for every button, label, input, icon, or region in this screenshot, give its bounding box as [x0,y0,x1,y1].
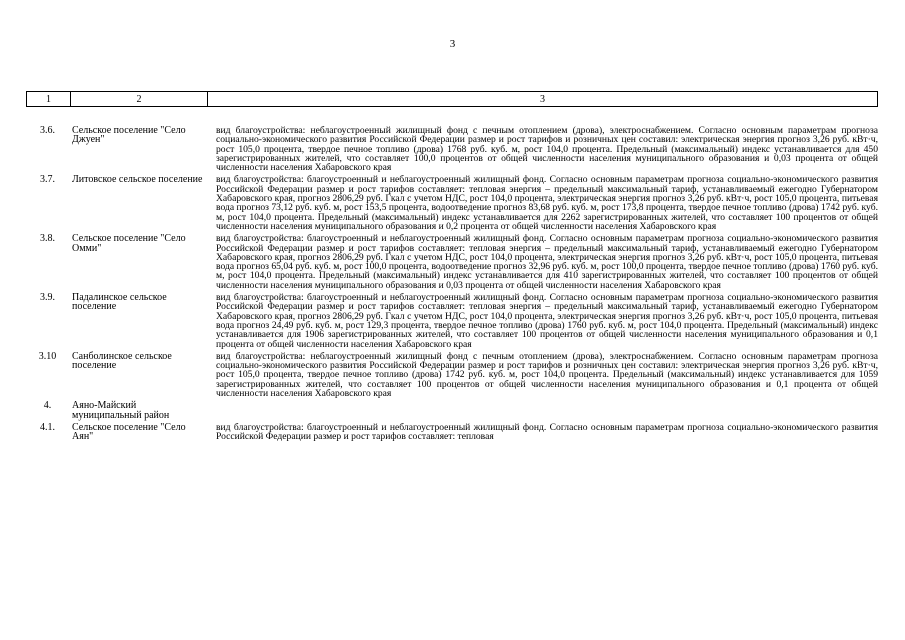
row-number: 4.1. [40,421,55,433]
settlement-name: Сельское поселение "Село Джуен" [72,125,186,146]
row-number: 3.7. [40,174,55,186]
table-body [26,126,878,445]
table-row [26,423,878,442]
row-description: вид благоустройства: благоустроенный и неблагоустроенный жилищный фонд. Согласно основным параметрам прогноза социально-экономического развития Российской Федерации размер и рост тарифов составляет: тепловая энергия – предельный максимальный тариф, устанавливаемый ежегодно Губернатором Хабаровского края, прогноз 2806,29 руб. Гкал с учетом НДС, рост 104,0 процента, электрическая энергия прогноз 3,26 руб. кВт·ч, рост 105,0 процента, питьевая вода прогноз 24,49 руб. куб. м, рост 129,3 процента, твердое печное топливо (дрова) 1760 руб. куб. м, рост 104,0 процента. Предельный (максимальный) индекс устанавливается для 1906 зарегистрированных жителей, что составляет 100 процентов от общей численности населения муниципального образования и 0,1 процента от общей численности населения Хабаровского края [216,292,878,350]
settlement-name: Сельское поселение "Село Аян" [72,421,186,443]
row-number: 3.8. [40,233,55,245]
table-row [26,352,878,398]
settlement-name: Сельское поселение "Село Омми" [72,233,186,254]
table-row [26,293,878,349]
table-header [26,91,878,107]
row-number: 3.9. [40,292,55,304]
table-row [26,126,878,172]
table-row [26,175,878,231]
district-name: Аяно-Майский муниципальный район [72,400,170,421]
row-number: 4. [43,400,52,412]
settlement-name: Санболинское сельское поселение [72,350,172,372]
row-number: 3.10 [38,350,57,362]
row-description: вид благоустройства: неблагоустроенный жилищный фонд с печным отоплением (дрова), электроснабжением. Согласно основным параметрам прогноза социально-экономического развития Российской Федерации размер и рост тарифов и розничных цен составил: электрическая энергия прогноз 3,26 руб. кВт·ч, рост 105,0 процента, твердое печное топливо (дрова) 1768 руб. куб. м, рост 104,0 процента. Предельный (максимальный) индекс устанавливается для 450 зарегистрированных жителей, что составляет 100,0 процентов от общей численности населения муниципального образования и 0,03 процента от общей численности населения Хабаровского края [216,125,878,174]
row-description: вид благоустройства: благоустроенный и неблагоустроенный жилищный фонд. Согласно основным параметрам прогноза социально-экономического развития Российской Федерации размер и рост тарифов составляет: тепловая энергия – предельный максимальный тариф, устанавливаемый ежегодно Губернатором Хабаровского края, прогноз 2806,29 руб. Гкал с учетом НДС, рост 104,0 процента, электрическая энергия прогноз 3,26 руб. кВт·ч, рост 105,0 процента, питьевая вода прогноз 73,12 руб. куб. м, рост 153,5 процента, водоотведение прогноз 83,68 руб. куб. м, рост 173,8 процента, твердое печное топливо (дрова) 1742 руб. куб. м, рост 104,0 процента. Предельный (максимальный) индекс устанавливается для 2262 зарегистрированных жителей, что составляет 100 процентов от общей численности населения муниципального образования и 0,2 процента от общей численности населения Хабаровского края [216,174,878,232]
page-number: 3 [449,38,456,50]
header-col-1: 1 [27,92,71,107]
row-description: вид благоустройства: неблагоустроенный жилищный фонд с печным отоплением (дрова), электроснабжением. Согласно основным параметрам прогноза социально-экономического развития Российской Федерации размер и рост тарифов и розничных цен составил: электрическая энергия прогноз 3,26 руб. кВт·ч, рост 105,0 процента, твердое печное топливо (дрова) 1742 руб. куб. м, рост 104,0 процента. Предельный (максимальный) индекс устанавливается для 1059 зарегистрированных жителей, что составляет 100 процентов от общей численности населения муниципального образования и 0,1 процента от общей численности населения Хабаровского края [216,350,878,400]
row-number: 3.6. [40,125,55,136]
header-col-3: 3 [208,92,878,107]
table-row [26,234,878,290]
header-col-2: 2 [71,92,208,107]
row-description: вид благоустройства: благоустроенный и неблагоустроенный жилищный фонд. Согласно основным параметрам прогноза социально-экономического развития Российской Федерации размер и рост тарифов составляет: тепловая энергия – предельный максимальный тариф, устанавливаемый ежегодно Губернатором Хабаровского края, прогноз 2806,29 руб. Гкал с учетом НДС, рост 104,0 процента, электрическая энергия прогноз 3,26 руб. кВт·ч, рост 105,0 процента, питьевая вода прогноз 65,04 руб. куб. м, рост 100,0 процента, водоотведение прогноз 32,96 руб. куб. м, рост 100,0 процента, твердое печное топливо (дрова) 1760 руб. куб. м, рост 104,0 процента. Предельный (максимальный) индекс устанавливается для 410 зарегистрированных жителей, что составляет 100 процентов от общей численности населения муниципального образования и 0,03 процента от общей численности населения Хабаровского края [216,233,878,291]
table-row [26,401,878,420]
row-description: вид благоустройства: благоустроенный и неблагоустроенный жилищный фонд. Согласно основным параметрам прогноза социально-экономического развития Российской Федерации размер и рост тарифов составляет: тепловая [216,421,878,443]
settlement-name: Литовское сельское поселение [72,174,203,186]
settlement-name: Падалинское сельское поселение [72,292,167,313]
